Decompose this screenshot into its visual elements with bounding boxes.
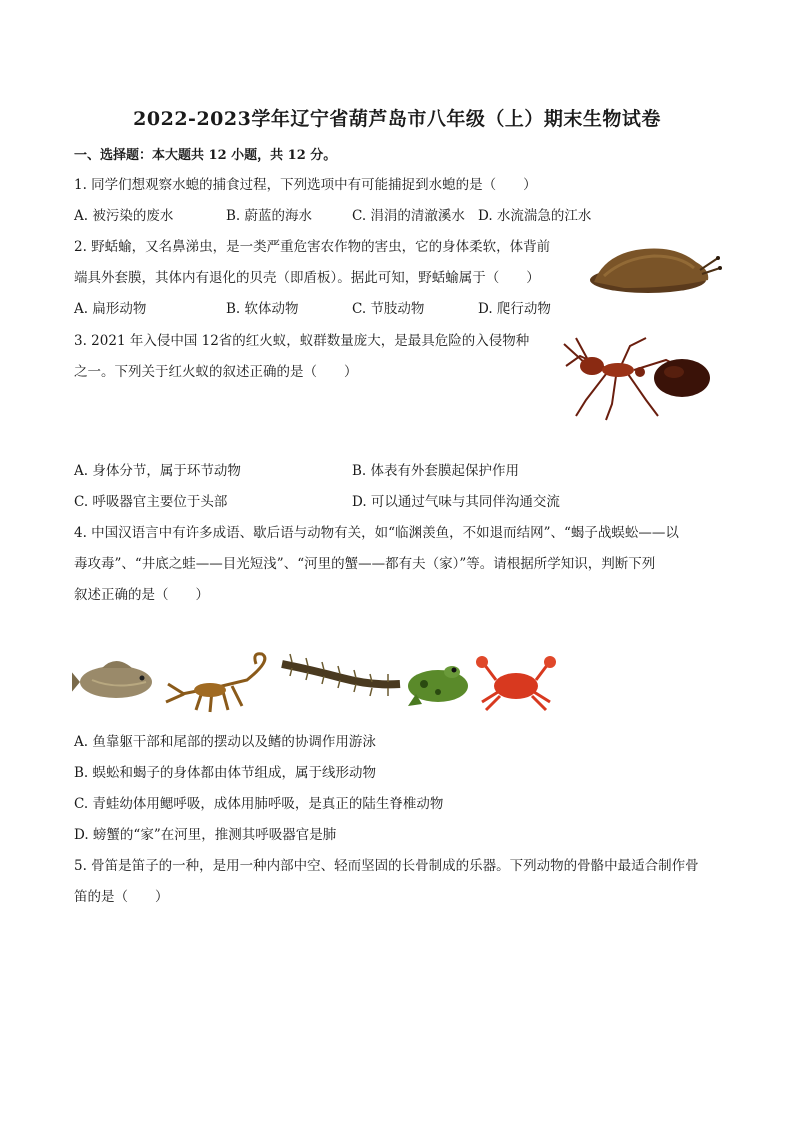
question-3-stem-line1: 3. 2021 年入侵中国 12省的红火蚁，蚁群数量庞大，是最具危险的入侵物种 <box>74 333 530 349</box>
animals-image-strip <box>72 650 562 716</box>
question-2-stem-line1: 2. 野蛞蝓，又名鼻涕虫，是一类严重危害农作物的害虫，它的身体柔软，体背前 <box>74 239 551 255</box>
question-2-stem-line2: 端具外套膜，其体内有退化的贝壳（即盾板）。据此可知，野蛞蝓属于（ ） <box>74 270 540 286</box>
q1-option-d: D. 水流湍急的江水 <box>478 208 592 224</box>
q3-option-d: D. 可以通过气味与其同伴沟通交流 <box>352 494 560 510</box>
section-heading: 一、选择题：本大题共 12 小题，共 12 分。 <box>74 148 337 163</box>
q1-option-b: B. 蔚蓝的海水 <box>226 208 313 224</box>
question-3-stem-line2: 之一。下列关于红火蚁的叙述正确的是（ ） <box>74 364 358 380</box>
q2-option-d: D. 爬行动物 <box>478 301 551 317</box>
q4-option-d: D. 螃蟹的“家”在河里，推测其呼吸器官是肺 <box>74 827 337 843</box>
crab-icon <box>476 656 556 710</box>
q3-option-b: B. 体表有外套膜起保护作用 <box>352 463 520 479</box>
q4-option-b: B. 蜈蚣和蝎子的身体都由体节组成，属于线形动物 <box>74 765 377 781</box>
centipede-icon <box>282 654 400 696</box>
q3-option-c: C. 呼吸器官主要位于头部 <box>74 494 228 510</box>
q2-option-b: B. 软体动物 <box>226 301 299 317</box>
q4-option-c: C. 青蛙幼体用鳃呼吸，成体用肺呼吸，是真正的陆生脊椎动物 <box>74 796 444 812</box>
question-5-stem-line2: 笛的是（ ） <box>74 889 169 905</box>
question-1-stem: 1. 同学们想观察水螅的捕食过程，下列选项中有可能捕捉到水螅的是（ ） <box>74 177 537 193</box>
scorpion-icon <box>166 654 265 712</box>
q2-option-c: C. 节肢动物 <box>352 301 425 317</box>
q1-option-a: A. 被污染的废水 <box>74 208 174 224</box>
frog-icon <box>408 666 468 706</box>
q1-option-c: C. 涓涓的清澈溪水 <box>352 208 465 224</box>
question-5-stem-line1: 5. 骨笛是笛子的一种，是用一种内部中空、轻而坚固的长骨制成的乐器。下列动物的骨骼中最适合制作骨 <box>74 858 699 874</box>
slug-image <box>584 236 724 298</box>
q4-option-a: A. 鱼靠躯干部和尾部的摆动以及鳍的协调作用游泳 <box>74 734 376 750</box>
q2-option-a: A. 扁形动物 <box>74 301 147 317</box>
question-4-stem-line2: 毒攻毒”、“井底之蛙——目光短浅”、“河里的蟹——都有夫（家）”等。请根据所学知识，判断下列 <box>74 556 656 572</box>
fish-icon <box>72 661 152 698</box>
question-4-stem-line1: 4. 中国汉语言中有许多成语、歇后语与动物有关，如“临渊羡鱼，不如退而结网”、“蝎子战蜈蚣——以 <box>74 525 679 541</box>
fire-ant-image <box>546 330 722 422</box>
question-4-stem-line3: 叙述正确的是（ ） <box>74 587 209 603</box>
page-title: 2022-2023学年辽宁省葫芦岛市八年级（上）期末生物试卷 <box>133 108 661 130</box>
q3-option-a: A. 身体分节，属于环节动物 <box>74 463 241 479</box>
